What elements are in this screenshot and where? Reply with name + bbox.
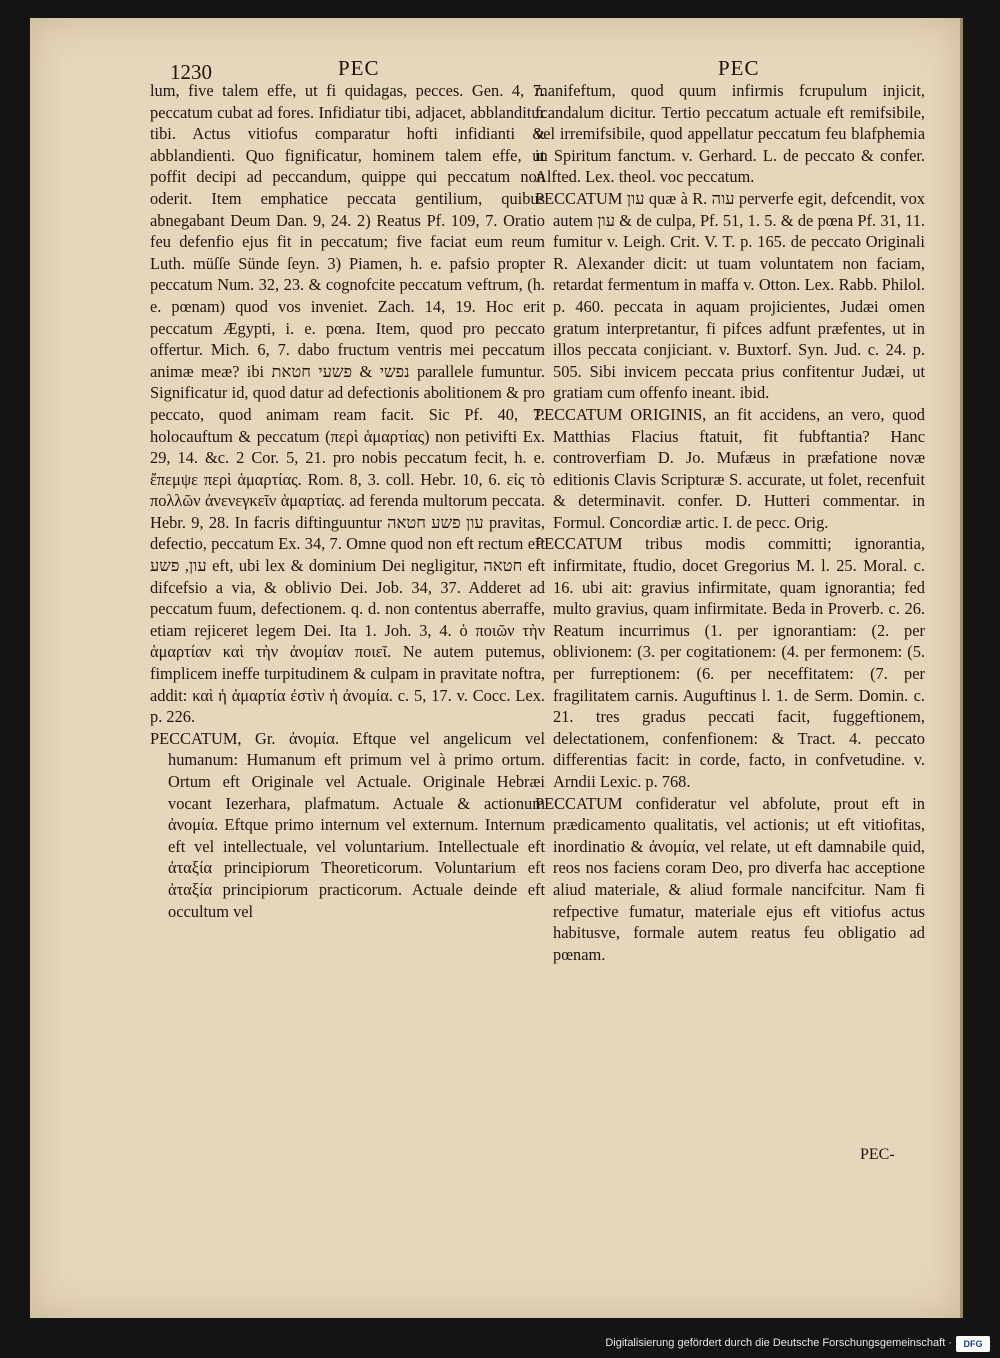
headword-right: PEC <box>718 56 760 80</box>
dfg-logo-icon: DFG <box>956 1336 990 1352</box>
funding-notice: Digitalisierung gefördert durch die Deutsche Forschungsgemeinschaft · <box>605 1337 952 1349</box>
headword-left: PEC <box>338 56 380 80</box>
catchword: PEC- <box>860 1146 895 1163</box>
text-continuation: lum, five talem effe, ut fi quidagas, pecces. Gen. 4, 7. peccatum cubat ad fores. Infidiatur tibi, adjacet, abblanditur tibi. Actus vitiofus comparatur hofti infidianti & abblandienti. Quo fignificatur, hominem talem effe, ut poffit decipi ad peccandum, quippe qui peccatum non oderit. Item emphatice peccata gentilium, quibus abnegabant Deum Dan. 9, 24. 2) Reatus Pf. 109, 7. Oratio feu defenfio ejus fit in peccatum; five faciat eum reum Luth. müſſe Sünde ſeyn. 3) Piamen, h. e. pafsio propter peccatum Num. 32, 23. & cognofcite peccatum veftrum, (h. e. pœnam) quod vos inveniet. Zach. 14, 19. Hoc erit peccatum Ægypti, i. e. pœna. Item, quod pro peccato offertur. Mich. 6, 7. dabo fructum ventris mei peccatum animæ meæ? ibi נפשי & פשעי חטאת parallele fumuntur. Significatur id, quod datur ad defectionis abolitionem & pro peccato, quod animam ream facit. Sic Pf. 40, 7. holocauftum & peccatum (περὶ ἁμαρτίας) non petivifti Ex. 29, 14. &c. 2 Cor. 5, 21. pro nobis peccatum fecit, h. e. ἔπεμψε περὶ ἁμαρτίας. Rom. 8, 3. coll. Hebr. 10, 6. εἰς τὸ πολλῶν ἀνενεγκεῖν ἁμαρτίας. ad ferenda multorum peccata. Hebr. 9, 28. In facris diftinguuntur עון פשע חטאה pravitas, defectio, peccatum Ex. 34, 7. Omne quod non eft rectum eft עון, פשע eft, ubi lex & dominium Dei negligitur, חטאה eft difcefsio a via, & oblivio Dei. Job. 34, 37. Adderet ad peccatum fuum, defectionem. q. d. non contentus aberraffe, etiam rejiceret legem Dei. Ita 1. Joh. 3, 4. ὁ ποιῶν τὴν ἁμαρτίαν καὶ τὴν ἀνομίαν ποιεῖ. Ne autem putemus, fimplicem ineffe turpitudinem & culpam in pravitate noftra, addit: καὶ ἡ ἁμαρτία ἐστὶν ἡ ἀνομία. c. 5, 17. v. Cocc. Lex. p. 226. <box>150 81 545 727</box>
dictionary-entry: PECCATUM tribus modis committi; ignorantia, infirmitate, ftudio, docet Gregorius M. l. 25. Moral. c. 16. ubi ait: gravius infirmitate, quam ignorantia; fed multo gravius, quam infirmitate. Beda in Proverb. c. 26. Reatum incurrimus (1. per ignorantiam: (2. per oblivionem: (3. per cogitationem: (4. per fermonem: (5. per furreptionem: (6. per neceffitatem: (7. per fragilitatem carnis. Auguftinus l. 1. de Serm. Domin. c. 21. tres gradus peccati facit, fuggeftionem, delectationem, confenfionem: & Tract. 4. peccato differentias facit: in corde, facto, in confvetudine. v. Arndii Lexic. p. 768. <box>535 534 925 791</box>
left-column <box>150 80 545 1160</box>
dictionary-entry: PECCATUM confideratur vel abfolute, prout eft in prædicamento qualitatis, vel actionis; ut eft vitiofitas, inordinatio & ἀνομία, vel relate, ut eft damnabile quid, reos nos faciens coram Deo, pro diverfa hac acceptione aliud materiale, & aliud formale nancifcitur. Nam fi refpective fumatur, materiale ejus eft vitiofus actus habitusve, formale autem reatus feu obligatio ad pœnam. <box>535 793 925 964</box>
footer-bar <box>0 1330 1000 1358</box>
dictionary-entry: PECCATUM עון quæ à R. עוה perverfe egit, defcendit, vox autem עון & de culpa, Pf. 51, 1. 5. & de pœna Pf. 31, 11. fumitur v. Leigh. Crit. V. T. p. 165. de peccato Originali R. Alexander dicit: ut tuam voluntatem non faciam, retardat fermentum in maffa v. Otton. Lex. Rabb. Philol. p. 460. peccata in aquam projicientes, Judæi omen gratum interpretantur, fi pifces adfunt præfentes, ut in illos peccata conjiciant. v. Buxtorf. Syn. Jud. c. 24. p. 505. Sibi invicem peccata prius confitentur Judæi, ut gratiam cum offenfo ineant. ibid. <box>535 188 925 403</box>
page-number: 1230 <box>170 60 212 84</box>
right-column <box>535 80 925 1160</box>
dictionary-entry: PECCATUM, Gr. ἀνομία. Eftque vel angelicum vel humanum: Humanum eft primum vel à primo ortum. Ortum eft Originale vel Actuale. Originale Hebræi vocant Iezerhara, plafmatum. Actuale & actionum ἀνομία. Eftque primo internum vel externum. Internum eft vel intellectuale, vel voluntarium. Intellectuale eft ἀταξία principiorum Theoreticorum. Voluntarium eft ἀταξία principiorum practicorum. Actuale deinde eft occultum vel <box>150 728 545 921</box>
dictionary-entry: PECCATUM ORIGINIS, an fit accidens, an vero, quod Matthias Flacius ftatuit, fit fubftantia? Hanc controverfiam D. Jo. Mufæus in præfatione novæ editionis Clavis Scripturæ S. accurate, ut folet, recenfuit & determinavit. confer. D. Hutteri commentar. in Formul. Concordiæ artic. I. de pecc. Orig. <box>535 404 925 532</box>
text-continuation: manifeftum, quod quum infirmis fcrupulum injicit, fcandalum dicitur. Tertio peccatum actuale eft remifsibile, vel irremifsibile, quod appellatur peccatum feu blafphemia in Spiritum fanctum. v. Gerhard. L. de peccato & confer. Alfted. Lex. theol. voc peccatum. <box>535 81 925 187</box>
